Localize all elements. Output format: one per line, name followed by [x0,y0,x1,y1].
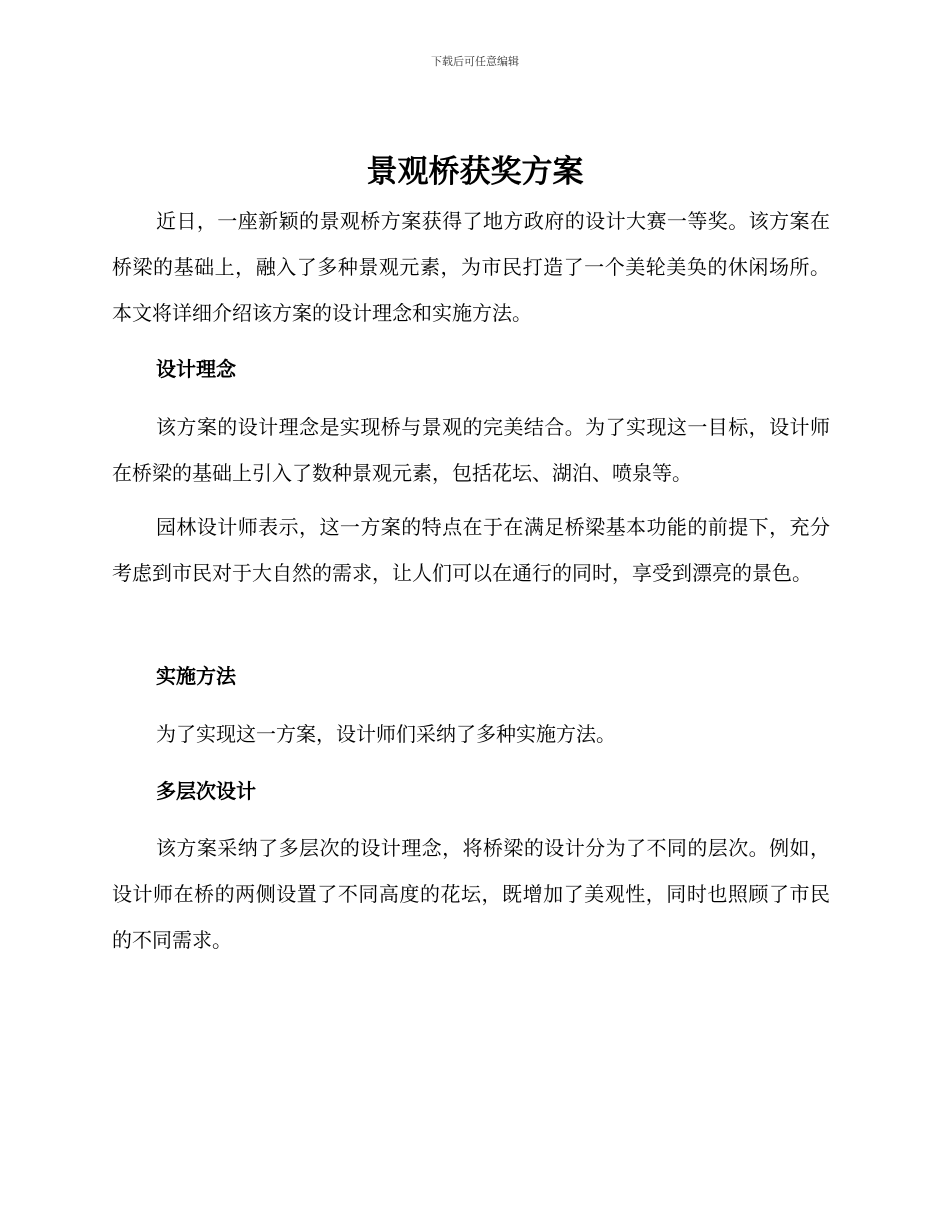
section-heading-design: 设计理念 [156,357,236,381]
layer-paragraph-1: 该方案采纳了多层次的设计理念，将桥梁的设计分为了不同的层次。例如，设计师在桥的两侧设置了不同高度的花坛，既增加了美观性，同时也照顾了市民的不同需求。 [112,836,830,952]
section-heading-method: 实施方法 [156,664,236,688]
intro-paragraph: 近日，一座新颖的景观桥方案获得了地方政府的设计大赛一等奖。该方案在桥梁的基础上，融入了多种景观元素，为市民打造了一个美轮美奂的休闲场所。本文将详细介绍该方案的设计理念和实施方法。 [112,209,830,325]
document-title: 景观桥获奖方案 [366,154,584,190]
design-paragraph-1: 该方案的设计理念是实现桥与景观的完美结合。为了实现这一目标，设计师在桥梁的基础上引入了数种景观元素，包括花坛、湖泊、喷泉等。 [112,415,830,485]
method-paragraph-1: 为了实现这一方案，设计师们采纳了多种实施方法。 [156,722,616,746]
design-paragraph-2: 园林设计师表示，这一方案的特点在于在满足桥梁基本功能的前提下，充分考虑到市民对于大自然的需求，让人们可以在通行的同时，享受到漂亮的景色。 [112,515,830,585]
section-heading-layer: 多层次设计 [156,779,256,803]
page-header: 下载后可任意编辑 [431,55,519,68]
